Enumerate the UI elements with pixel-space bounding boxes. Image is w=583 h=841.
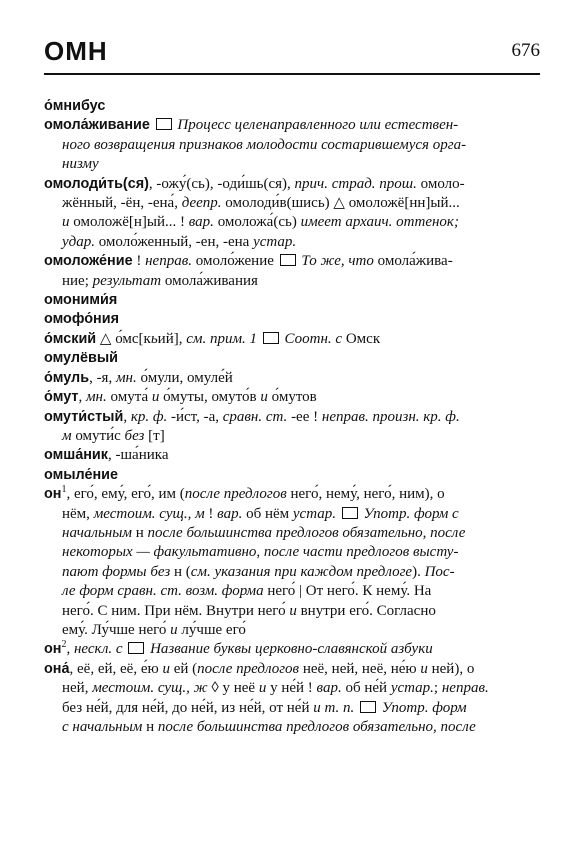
italic-note: с начальным bbox=[62, 719, 143, 735]
entry-text: о́мули, омуле́й bbox=[136, 369, 233, 386]
entry-line bbox=[44, 640, 540, 659]
definition-box-icon bbox=[156, 118, 172, 130]
italic-note: и bbox=[260, 389, 268, 406]
entry-text: Омск bbox=[342, 330, 381, 347]
headword: о́муль bbox=[44, 369, 90, 386]
entry-text: ! bbox=[132, 253, 146, 270]
entry-text: [т] bbox=[144, 427, 165, 444]
headword: о́мский bbox=[44, 330, 97, 347]
italic-note: ь bbox=[150, 330, 158, 347]
entry-text: ней), о bbox=[427, 660, 475, 677]
italic-note: после предлогов bbox=[197, 660, 300, 677]
italic-note: и т. п. bbox=[313, 699, 355, 716]
entry-line bbox=[44, 272, 540, 291]
italic-note: см. прим. 1 bbox=[186, 330, 258, 347]
italic-note: и bbox=[151, 389, 160, 406]
dictionary-entry bbox=[44, 640, 540, 659]
italic-note: без bbox=[124, 427, 145, 444]
headword: омулёвый bbox=[44, 350, 118, 367]
italic-note: удар. bbox=[62, 233, 95, 250]
headword: омоложе́ние bbox=[44, 253, 133, 270]
dictionary-entry bbox=[44, 349, 540, 368]
entry-line bbox=[44, 543, 540, 562]
entry-text: омоло- bbox=[416, 175, 465, 192]
definition-box-icon bbox=[263, 332, 279, 344]
entry-line bbox=[44, 679, 540, 698]
entry-text: , bbox=[123, 408, 131, 425]
italic-note: мн. bbox=[85, 389, 107, 406]
italic-note: после большинства предлогов обязательно, после bbox=[147, 524, 466, 541]
entry-text: лу́чше его́ bbox=[177, 621, 246, 638]
entry-text bbox=[336, 506, 340, 522]
entry-line bbox=[44, 582, 540, 601]
italic-note: и bbox=[289, 602, 297, 619]
entry-line bbox=[44, 194, 540, 213]
headword: он bbox=[44, 486, 62, 503]
entry-text bbox=[123, 641, 127, 657]
entry-text: , -ша́ника bbox=[108, 447, 169, 464]
running-head: ОМН bbox=[44, 36, 108, 66]
italic-note: мн. bbox=[115, 369, 137, 386]
italic-note: неправ. bbox=[145, 253, 192, 270]
italic-note: Употр. форм bbox=[378, 699, 467, 716]
entry-text: без не́й, для не́й, до не́й, из не́й, от не́й bbox=[62, 699, 314, 716]
entry-line bbox=[44, 602, 540, 621]
headword: омути́стый bbox=[44, 408, 124, 425]
entry-text: ◊ у неё bbox=[207, 680, 259, 697]
entry-line bbox=[44, 252, 540, 271]
entry-line bbox=[44, 446, 540, 465]
italic-note: вар. bbox=[188, 214, 214, 231]
italic-note: и bbox=[420, 660, 428, 677]
italic-note: после большинства предлогов обязательно, после bbox=[157, 719, 476, 735]
entry-text: △ о́мс[к bbox=[96, 330, 151, 347]
entry-text: омоло́женный, -ен, -ена bbox=[94, 233, 254, 250]
entry-text: ). bbox=[412, 563, 425, 580]
dictionary-entry bbox=[44, 97, 540, 116]
entry-text: ней, bbox=[62, 680, 93, 697]
headword: он bbox=[44, 641, 62, 658]
entry-text: жённый, -ён, -ена́, bbox=[62, 195, 182, 212]
italic-note: м bbox=[62, 427, 72, 444]
entry-text: , -ожу́(сь), -оди́шь(ся), bbox=[148, 175, 295, 192]
entry-line bbox=[44, 408, 540, 427]
entry-text: н ( bbox=[170, 563, 191, 580]
entry-text: нём, bbox=[62, 505, 94, 522]
italic-note: результат bbox=[92, 272, 162, 289]
dictionary-entry bbox=[44, 485, 540, 640]
entry-text: -ее ! bbox=[287, 408, 322, 425]
entry-line bbox=[44, 621, 540, 640]
headword: омоними́я bbox=[44, 292, 118, 309]
entry-text bbox=[257, 331, 261, 347]
dictionary-entry bbox=[44, 388, 540, 407]
entry-text: об нём bbox=[242, 505, 293, 522]
italic-note: сравн. ст. bbox=[222, 408, 288, 425]
definition-box-icon bbox=[128, 642, 144, 654]
italic-note: местоим. сущ., ж bbox=[92, 680, 208, 697]
italic-note: неправ. bbox=[441, 680, 489, 697]
italic-note: Название буквы церковно-славянской азбуки bbox=[146, 641, 433, 658]
entry-text: омола́живания bbox=[161, 272, 258, 289]
italic-note: Пос- bbox=[424, 563, 455, 580]
entry-line bbox=[44, 330, 540, 349]
dictionary-entry bbox=[44, 466, 540, 485]
dictionary-entry bbox=[44, 369, 540, 388]
italic-note: и bbox=[162, 660, 170, 677]
italic-note: устар. bbox=[292, 505, 336, 522]
entry-text: , её, ей, её, е́ю bbox=[69, 660, 163, 677]
entry-line bbox=[44, 213, 540, 232]
entry-text: ! bbox=[204, 505, 218, 522]
entry-line bbox=[44, 388, 540, 407]
entry-text: о́муты, омуто́в bbox=[159, 389, 261, 406]
header-rule bbox=[44, 73, 540, 75]
italic-note: после предлогов bbox=[184, 486, 287, 503]
entry-text: , -я, bbox=[89, 369, 116, 386]
italic-note: нескл. с bbox=[73, 641, 123, 658]
entry-line bbox=[44, 718, 540, 737]
italic-note: некоторых — факультативно, после части предлогов высту- bbox=[62, 544, 459, 561]
italic-note: неправ. произн. кр. ф. bbox=[321, 408, 460, 425]
definition-box-icon bbox=[280, 254, 296, 266]
entry-line bbox=[44, 466, 540, 485]
entry-text: , его́, ему́, его́, им ( bbox=[66, 486, 185, 503]
dictionary-entry bbox=[44, 310, 540, 329]
entry-line bbox=[44, 485, 540, 504]
entry-text: об не́й bbox=[341, 680, 391, 697]
entry-line bbox=[44, 97, 540, 116]
entry-text: омоложа́(сь) bbox=[213, 214, 301, 231]
italic-note: устар. bbox=[390, 680, 434, 697]
entry-text: н bbox=[131, 524, 148, 541]
dictionary-entry bbox=[44, 175, 540, 253]
headword: омола́живание bbox=[44, 117, 150, 134]
dictionary-entry bbox=[44, 291, 540, 310]
italic-note: низму bbox=[62, 156, 99, 173]
entry-text: него́ | От него́. К нему́. На bbox=[263, 583, 432, 600]
dictionary-entry bbox=[44, 408, 540, 447]
italic-note: см. указания при каждом предлоге bbox=[190, 563, 413, 580]
entry-text: ; bbox=[433, 680, 442, 697]
entry-text bbox=[150, 117, 154, 133]
italic-note: вар. bbox=[316, 680, 342, 697]
headword: о́мнибус bbox=[44, 98, 106, 114]
italic-note: То же, что bbox=[297, 253, 374, 270]
definition-box-icon bbox=[342, 507, 358, 519]
entry-text: неё, ней, неё, не́ю bbox=[299, 660, 421, 677]
entry-line bbox=[44, 505, 540, 524]
entry-line bbox=[44, 136, 540, 155]
entry-text: -и́ст, -а, bbox=[167, 408, 223, 425]
entry-text: ему́. Лу́чше него́ bbox=[62, 621, 171, 638]
entry-text: ние; bbox=[62, 272, 93, 289]
italic-note: ле форм сравн. ст. возм. форма bbox=[62, 583, 264, 600]
italic-note: начальным bbox=[62, 524, 132, 541]
dictionary-entry bbox=[44, 660, 540, 738]
headword: омолоди́ть(ся) bbox=[44, 175, 149, 192]
entry-text: омоло́жение bbox=[191, 253, 278, 270]
entry-text: у не́й ! bbox=[266, 680, 317, 697]
italic-note: Процесс целенаправленного или естествен- bbox=[173, 117, 459, 134]
italic-note: имеет архаич. оттенок; bbox=[300, 214, 459, 231]
entry-line bbox=[44, 175, 540, 194]
entry-text: него́, нему́, него́, ним), о bbox=[286, 486, 445, 503]
italic-note: пают формы без bbox=[62, 563, 171, 580]
dictionary-entry bbox=[44, 330, 540, 349]
entry-line bbox=[44, 524, 540, 543]
entry-text: ий], bbox=[157, 330, 187, 347]
page-header bbox=[44, 36, 540, 74]
entry-text: омута́ bbox=[106, 389, 152, 406]
entry-text: омолоди́в(шись) △ омоложё[нн]ый... bbox=[221, 195, 460, 212]
dictionary-entry bbox=[44, 446, 540, 465]
entry-text: омоложё[н]ый... ! bbox=[69, 214, 189, 231]
entry-line bbox=[44, 563, 540, 582]
entry-text bbox=[354, 700, 358, 716]
entry-line bbox=[44, 233, 540, 252]
entry-line bbox=[44, 699, 540, 718]
definition-box-icon bbox=[360, 701, 376, 713]
headword: она́ bbox=[44, 660, 70, 677]
italic-note: ного возвращения признаков молодости состарившемуся орга- bbox=[62, 136, 467, 153]
entry-text: него́. С ним. При нём. Внутри него́ bbox=[62, 602, 290, 619]
italic-note: кр. ф. bbox=[130, 408, 168, 425]
entry-line bbox=[44, 116, 540, 135]
italic-note: вар. bbox=[217, 505, 243, 522]
italic-note: устар. bbox=[253, 233, 297, 250]
entry-line bbox=[44, 660, 540, 679]
entry-line bbox=[44, 427, 540, 446]
italic-note: Употр. форм с bbox=[359, 505, 459, 522]
entry-text: , bbox=[78, 389, 86, 406]
entry-line bbox=[44, 155, 540, 174]
italic-note: Соотн. с bbox=[280, 330, 343, 347]
dictionary-entries bbox=[44, 97, 540, 737]
entry-text: , bbox=[66, 641, 74, 658]
entry-line bbox=[44, 349, 540, 368]
entry-text: омола́жива- bbox=[373, 253, 453, 270]
italic-note: и bbox=[258, 680, 267, 697]
headword: о́мут bbox=[44, 389, 79, 406]
entry-line bbox=[44, 291, 540, 310]
headword: омша́ник bbox=[44, 447, 108, 464]
italic-note: и bbox=[170, 621, 178, 638]
italic-note: деепр. bbox=[181, 195, 222, 212]
homonym-index: 2 bbox=[61, 639, 67, 651]
homonym-index: 1 bbox=[61, 484, 67, 496]
entry-text: омути́с bbox=[71, 427, 125, 444]
dictionary-entry bbox=[44, 116, 540, 174]
italic-note: прич. страд. прош. bbox=[294, 175, 417, 192]
entry-text: о́мутов bbox=[267, 389, 317, 406]
entry-text: н bbox=[142, 719, 158, 735]
italic-note: местоим. сущ., м bbox=[93, 505, 205, 522]
entry-line bbox=[44, 369, 540, 388]
entry-line bbox=[44, 310, 540, 329]
entry-text: ей ( bbox=[169, 660, 198, 677]
page-number: 676 bbox=[511, 40, 540, 61]
headword: омыле́ние bbox=[44, 466, 119, 483]
italic-note: и bbox=[62, 214, 70, 231]
dictionary-entry bbox=[44, 252, 540, 291]
entry-text: внутри его́. Согласно bbox=[296, 602, 436, 619]
headword: омофо́ния bbox=[44, 311, 119, 328]
